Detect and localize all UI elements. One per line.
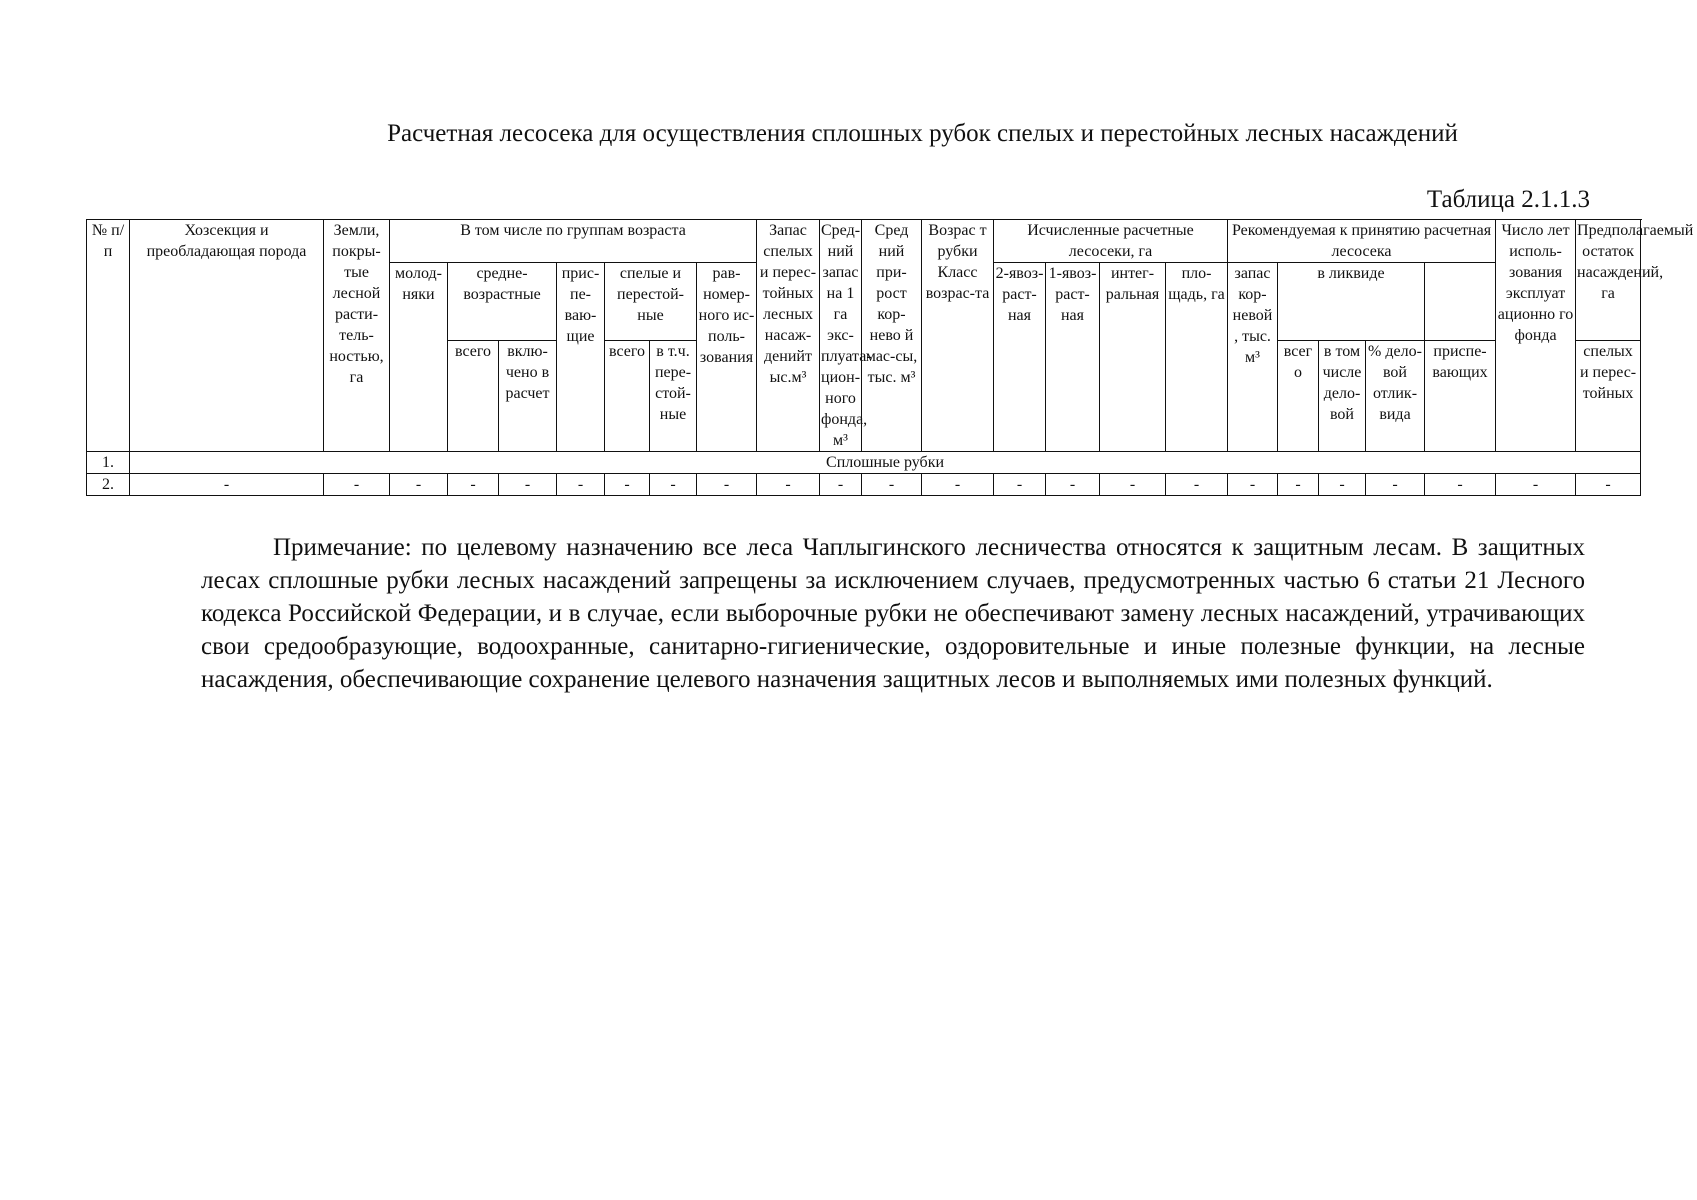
header-mature-incl-over: в т.ч. пере-стой-ные — [650, 341, 697, 452]
table-cell: - — [862, 474, 922, 496]
table-cell: - — [499, 474, 557, 496]
row-num: 2. — [87, 474, 130, 496]
table-cell: - — [390, 474, 448, 496]
header-calc-cutting: Исчисленные расчетные лесосеки, га — [994, 220, 1228, 263]
header-recommended: Рекомендуемая к принятию расчетная лесосека — [1228, 220, 1496, 263]
table-cell: - — [1366, 474, 1425, 496]
header-section: Хозсекция и преобладающая порода — [130, 220, 324, 452]
table-cell: - — [448, 474, 499, 496]
header-uniform: рав-номер-ного ис-поль-зования — [697, 263, 757, 452]
note-paragraph: Примечание: по целевому назначению все леса Чаплыгинского лесничества относятся к защитным лесам. В защитных лесах сплошные рубки лесных насаждений запрещены за исключением случаев, предусмотренных частью 6 статьи 21 Лесного кодекса Российской Федерации, и в случае, если выборочные рубки не обеспечивают замену лесных насаждений, утрачивающих свои средообразующие, водоохранные, санитарно-гигиенические, оздоровительные и иные полезные функции, на лесные насаждения, обеспечивающие сохранение целевого назначения защитных лесов и выполняемых ими полезных функций. — [201, 534, 1585, 693]
header-remainder: Предполагаемый остаток насаждений, га — [1576, 220, 1641, 341]
table-cell: - — [324, 474, 390, 496]
header-liquid-business: в том числе дело-вой — [1319, 341, 1366, 452]
header-maturing: прис-пе-ваю-щие — [557, 263, 605, 452]
header-liquid: в ликвиде — [1278, 263, 1425, 341]
table-cell: - — [130, 474, 324, 496]
header-two-age: 2-явоз-раст-ная — [994, 263, 1046, 452]
row-section-label: Сплошные рубки — [130, 452, 1641, 474]
table-cell: - — [820, 474, 862, 496]
header-avg-stock: Сред-ний запас на 1 га экс-плуата-цион-ного фонда, м³ — [820, 220, 862, 452]
header-young: молод-няки — [390, 263, 448, 452]
table-cell: - — [1278, 474, 1319, 496]
table-cell: - — [1425, 474, 1496, 496]
header-one-age: 1-явоз-раст-ная — [1046, 263, 1100, 452]
table-cell: - — [1046, 474, 1100, 496]
table-cell: - — [922, 474, 994, 496]
header-years: Число лет исполь-зования эксплуат ационно го фонда — [1496, 220, 1576, 452]
forest-cutting-table — [86, 219, 1694, 496]
table-cell: - — [994, 474, 1046, 496]
header-area: пло-щадь, га — [1166, 263, 1228, 452]
header-business-pct: % дело-вой отлик-вида — [1366, 341, 1425, 452]
row-num: 1. — [87, 452, 130, 474]
table-row — [87, 452, 1641, 474]
page-title: Расчетная лесосека для осуществления сплошных рубок спелых и перестойных лесных насаждений — [387, 120, 1458, 147]
table-cell: - — [605, 474, 650, 496]
header-rem-mature: спелых и перес-тойных — [1576, 341, 1641, 452]
table-cell: - — [1228, 474, 1278, 496]
header-mature-overmature: спелые и перестой-ные — [605, 263, 697, 341]
table-number: Таблица 2.1.1.3 — [1426, 186, 1590, 213]
table-cell: - — [1166, 474, 1228, 496]
table-cell: - — [1319, 474, 1366, 496]
table-cell: - — [1576, 474, 1641, 496]
header-lands: Земли, покры-тые лесной расти-тель-ностью, га — [324, 220, 390, 452]
header-liquid-total: всег о — [1278, 341, 1319, 452]
table-cell: - — [757, 474, 820, 496]
table-cell: - — [1496, 474, 1576, 496]
header-mature-total: всего — [605, 341, 650, 452]
header-middle-aged: средне-возрастные — [448, 263, 557, 341]
header-cutting-age: Возрас т рубки Класс возрас-та — [922, 220, 994, 452]
header-root-stock: запас кор-невой , тыс. м³ — [1228, 263, 1278, 452]
header-rem-maturing: приспе-вающих — [1425, 341, 1496, 452]
header-num: № п/п — [87, 220, 130, 452]
table-cell: - — [697, 474, 757, 496]
header-stock: Запас спелых и перес-тойных лесных насаж-денийт ыс.м³ — [757, 220, 820, 452]
header-integral: интег-ральная — [1100, 263, 1166, 452]
table-row — [87, 474, 1641, 496]
header-avg-growth: Сред ний при-рост кор-нево й мас-сы, тыс. м³ — [862, 220, 922, 452]
header-middle-included: вклю-чено в расчет — [499, 341, 557, 452]
header-age-groups: В том числе по группам возраста — [390, 220, 757, 263]
table-cell: - — [557, 474, 605, 496]
header-middle-total: всего — [448, 341, 499, 452]
table-cell: - — [650, 474, 697, 496]
table-cell: - — [1100, 474, 1166, 496]
